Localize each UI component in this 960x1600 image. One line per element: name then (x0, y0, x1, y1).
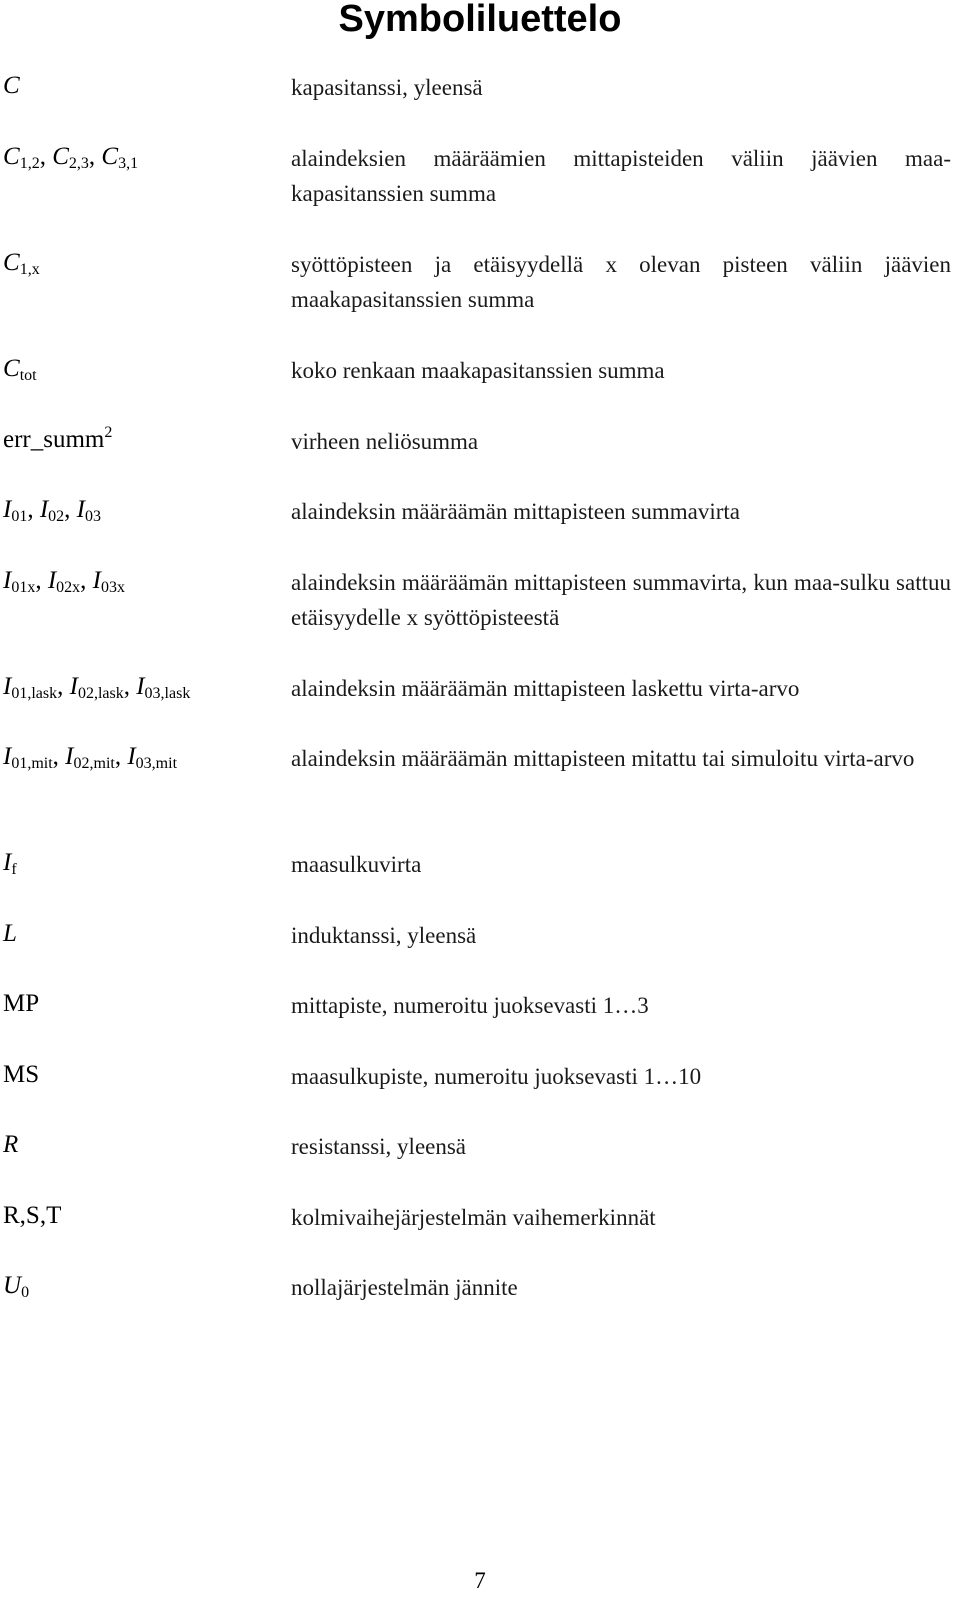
symbol-description: resistanssi, yleensä (291, 1134, 467, 1159)
symbol-subscript: 01,lask (11, 685, 58, 702)
symbol-subscript: 0 (21, 1284, 30, 1301)
symbol-description: alaindeksin määräämän mittapisteen mitattu tai simuloitu virta-arvo (291, 746, 915, 771)
symbol (3, 353, 37, 385)
symbol-subscript: 02,lask (77, 685, 124, 702)
symbol-part: , (80, 567, 93, 594)
symbol-part: , (114, 743, 128, 770)
symbol-description: maasulkupiste, numeroitu juoksevasti 1…10 (291, 1064, 702, 1089)
page-title: Symboliluettelo (338, 0, 622, 40)
symbol-subscript: 02x (56, 579, 81, 596)
symbol (3, 247, 40, 279)
symbol-description: kapasitanssi, yleensä (291, 75, 483, 100)
symbol-description: alaindeksin määräämän mittapisteen summavirta, kun maa-sulku sattuu etäisyydelle x syöttöpisteestä (291, 570, 951, 630)
symbol-part: , (64, 496, 77, 523)
symbol-part: , (52, 743, 66, 770)
symbol-description: syöttöpisteen ja etäisyydellä x olevan pisteen väliin jäävien maakapasitanssien summa (291, 252, 951, 312)
symbol-description: induktanssi, yleensä (291, 923, 477, 948)
symbol-part: I (92, 567, 101, 594)
symbol-subscript: 01,mit (11, 755, 53, 772)
symbol (3, 1270, 29, 1302)
page-number: 7 (474, 1568, 486, 1593)
symbol (3, 494, 101, 526)
symbol-part: , (39, 143, 53, 170)
symbol-description: nollajärjestelmän jännite (291, 1275, 518, 1300)
symbol-part: err_summ (3, 426, 105, 453)
symbol-subscript: 1,2 (19, 155, 40, 172)
symbol-part: MP (3, 990, 40, 1017)
symbol (3, 565, 125, 597)
symbol-description: koko renkaan maakapasitanssien summa (291, 358, 665, 383)
symbol-subscript: tot (19, 367, 37, 384)
symbol-part: I (76, 496, 85, 523)
symbol-part: , (88, 143, 102, 170)
symbol (3, 424, 112, 456)
symbol (3, 141, 138, 173)
symbol (3, 741, 177, 773)
symbol-subscript: 01 (11, 508, 28, 525)
symbol-subscript: 03 (84, 508, 101, 525)
symbol-part: C (52, 143, 69, 170)
symbol-part: I (3, 673, 12, 700)
symbol-part: L (3, 920, 17, 947)
symbol-subscript: 03x (100, 579, 125, 596)
symbol-description: alaindeksin määräämän mittapisteen summavirta (291, 499, 740, 524)
symbol-description: kolmivaihejärjestelmän vaihemerkinnät (291, 1205, 656, 1230)
symbol-part: , (27, 496, 40, 523)
symbol-part: R,S,T (3, 1202, 62, 1229)
symbol-part: I (127, 743, 136, 770)
symbol-part: MS (3, 1061, 40, 1088)
symbol-part: , (123, 673, 137, 700)
symbol-subscript: f (11, 861, 17, 878)
symbol-part: I (39, 496, 49, 523)
symbol-superscript: 2 (104, 424, 113, 441)
symbol-part: , (57, 673, 70, 700)
symbol-subscript: 01x (11, 579, 36, 596)
symbol-description: virheen neliösumma (291, 429, 479, 454)
symbol (3, 1200, 61, 1232)
symbol-part: C (3, 143, 20, 170)
symbol (3, 1129, 18, 1161)
symbol-description: alaindeksien määräämien mittapisteiden väliin jäävien maa-kapasitanssien summa (291, 146, 951, 206)
symbol-subscript: 03,lask (144, 685, 191, 702)
symbol-part: I (3, 496, 12, 523)
symbol-part: I (47, 567, 57, 594)
symbol-part: C (3, 249, 20, 276)
symbol-part: I (136, 673, 145, 700)
symbol-part: I (3, 849, 12, 876)
symbol-part: I (3, 743, 12, 770)
symbol (3, 70, 20, 102)
symbol-description: mittapiste, numeroitu juoksevasti 1…3 (291, 993, 649, 1018)
symbol-part: C (3, 355, 20, 382)
symbol-description: alaindeksin määräämän mittapisteen laskettu virta-arvo (291, 676, 800, 701)
symbol (3, 988, 39, 1020)
symbol-part: I (65, 743, 74, 770)
symbol-part: R (3, 1131, 19, 1158)
symbol-part: I (3, 567, 12, 594)
symbol (3, 1059, 39, 1091)
symbol-subscript: 1,x (19, 261, 40, 278)
symbol-subscript: 3,1 (118, 155, 139, 172)
symbol-part: , (35, 567, 48, 594)
symbol-subscript: 02,mit (73, 755, 115, 772)
symbol (3, 671, 190, 703)
symbol-subscript: 02 (48, 508, 65, 525)
symbol (3, 918, 17, 950)
symbol-part: C (3, 72, 20, 99)
symbol-part: I (69, 673, 78, 700)
symbol-part: U (3, 1272, 22, 1299)
symbol-subscript: 03,mit (135, 755, 178, 772)
symbol (3, 847, 17, 879)
symbol-description: maasulkuvirta (291, 852, 422, 877)
symbol-part: C (101, 143, 119, 170)
symbol-subscript: 2,3 (68, 155, 89, 172)
